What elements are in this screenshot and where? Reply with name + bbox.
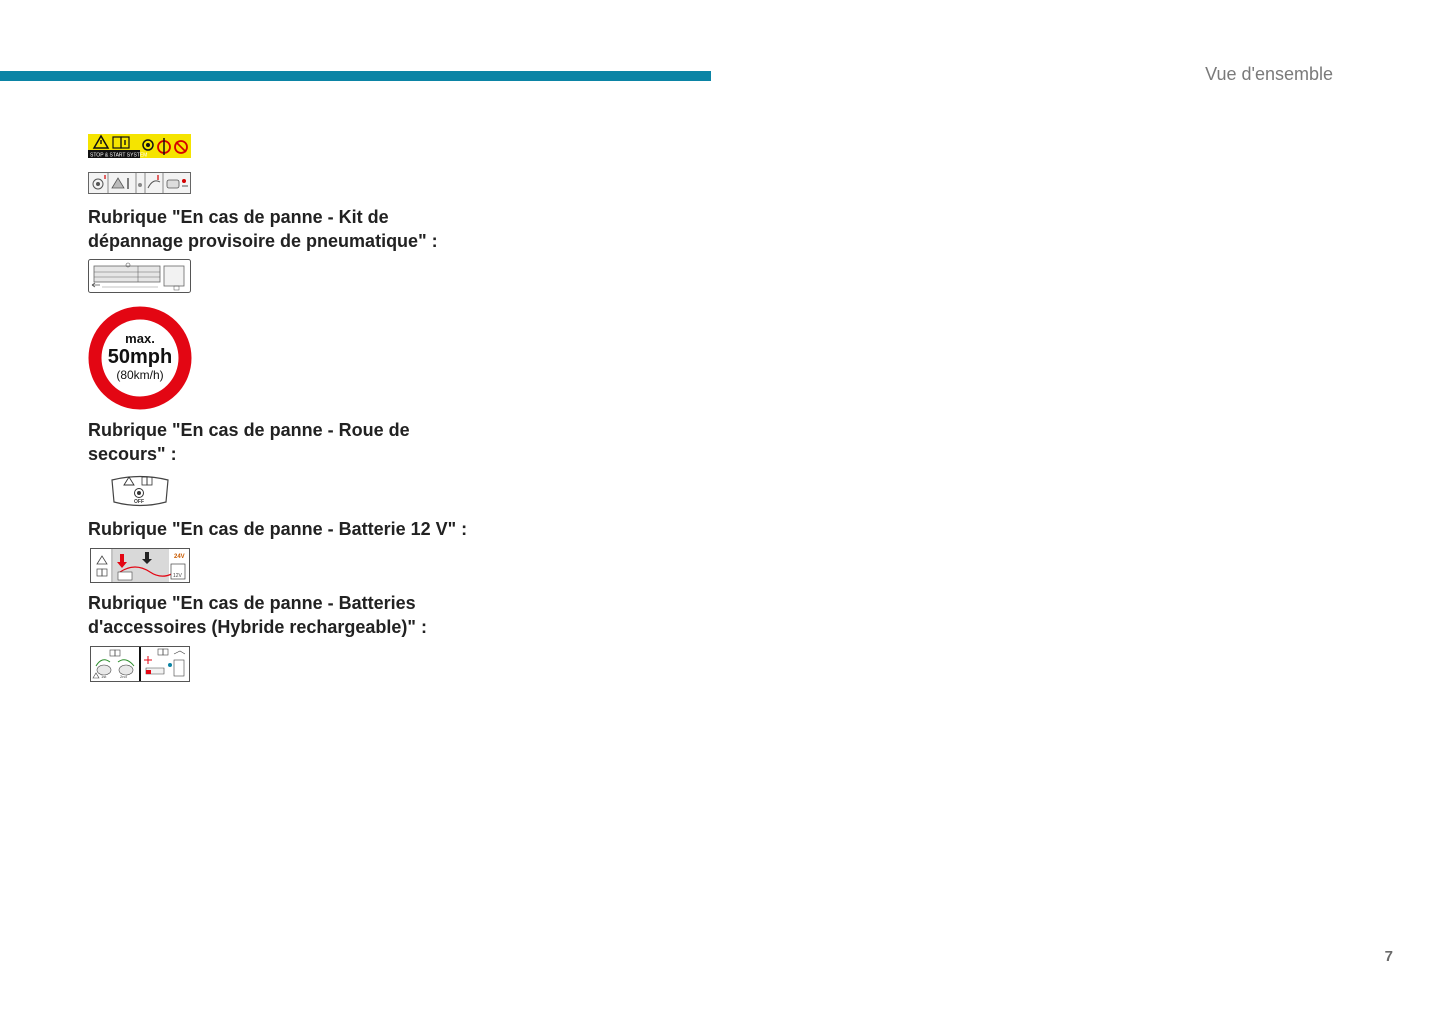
speed-limit-sign bbox=[88, 306, 192, 410]
battery-voltage-24v: 24V bbox=[174, 554, 185, 560]
stop-start-warning-label bbox=[88, 134, 191, 158]
heading-accessory-batteries: Rubrique "En cas de panne - Batteries d'accessoires (Hybride rechargeable)" : bbox=[88, 593, 427, 637]
accessory-left-text: 1st bbox=[101, 674, 107, 679]
speed-sign-kmh: (80km/h) bbox=[116, 368, 164, 382]
battery-voltage-12v: 12V bbox=[173, 573, 182, 579]
heading-spare-wheel: Rubrique "En cas de panne - Roue de secours" : bbox=[88, 420, 410, 464]
accessory-right-text: 2nd bbox=[120, 674, 127, 679]
section-title: Vue d'ensemble bbox=[1205, 64, 1333, 84]
off-text: OFF bbox=[134, 499, 144, 505]
battery-12v-label bbox=[90, 548, 190, 583]
spare-wheel-off-label bbox=[110, 474, 170, 508]
accessory-batteries-label bbox=[90, 646, 190, 682]
speed-sign-mph: 50mph bbox=[107, 346, 173, 368]
puncture-kit-label bbox=[88, 259, 191, 293]
section-color-bar bbox=[0, 71, 711, 81]
page-number: 7 bbox=[1384, 948, 1393, 965]
heading-12v-battery: Rubrique "En cas de panne - Batterie 12 V" : bbox=[88, 519, 468, 539]
heading-temporary-puncture-kit: Rubrique "En cas de panne - Kit de dépannage provisoire de pneumatique" : bbox=[88, 207, 438, 251]
speed-sign-max: max. bbox=[125, 331, 155, 346]
tyre-pressure-pictogram-label bbox=[88, 172, 191, 194]
stop-start-caption: STOP & START SYSTEM bbox=[90, 152, 148, 158]
